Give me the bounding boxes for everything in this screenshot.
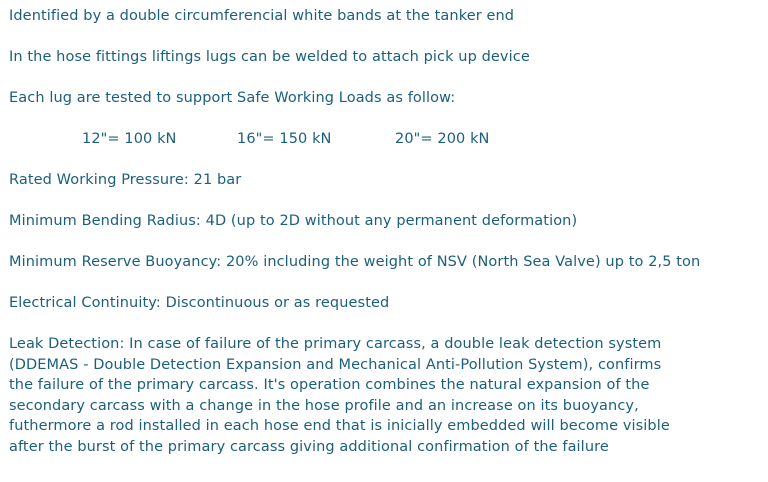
- spec-document: [9, 6, 759, 457]
- safe-working-loads-row: [9, 129, 759, 150]
- minimum-reserve-buoyancy-text: Minimum Reserve Buoyancy: 20% including the weight of NSV (North Sea Valve) up to 2,5 ton: [9, 254, 701, 270]
- identification-text: Identified by a double circumferencial white bands at the tanker end: [9, 8, 515, 24]
- load-20-inch: 20"= 200 kN: [395, 131, 490, 147]
- leak-detection-line: the failure of the primary carcass. It's operation combines the natural expansion of the: [9, 377, 650, 393]
- electrical-continuity-text: Electrical Continuity: Discontinuous or as requested: [9, 295, 390, 311]
- leak-detection-line: (DDEMAS - Double Detection Expansion and Mechanical Anti-Pollution System), confirms: [9, 356, 662, 373]
- spacer: [9, 273, 759, 294]
- leak-detection-line: after the burst of the primary carcass giving additional confirmation of the failure: [9, 438, 609, 455]
- rated-working-pressure-text: Rated Working Pressure: 21 bar: [9, 172, 242, 188]
- load-12-inch: 12"= 100 kN: [82, 131, 177, 147]
- spacer: [9, 314, 759, 335]
- spacer: [9, 191, 759, 212]
- leak-detection-paragraph: [9, 334, 759, 457]
- lifting-lugs-text: In the hose fittings liftings lugs can be welded to attach pick up device: [9, 49, 530, 65]
- spacer: [9, 68, 759, 89]
- minimum-bending-radius-text: Minimum Bending Radius: 4D (up to 2D without any permanent deformation): [9, 213, 578, 229]
- spacer: [9, 150, 759, 171]
- leak-detection-line: Leak Detection: In case of failure of the primary carcass, a double leak detection system: [9, 336, 662, 352]
- load-16-inch: 16"= 150 kN: [237, 131, 332, 147]
- spacer: [9, 109, 759, 130]
- leak-detection-line: futhermore a rod installed in each hose end that is inicially embedded will become visible: [9, 418, 670, 434]
- lug-test-intro-text: Each lug are tested to support Safe Working Loads as follow:: [9, 90, 456, 106]
- leak-detection-line: secondary carcass with a change in the hose profile and an increase on its buoyancy,: [9, 397, 639, 414]
- spacer: [9, 232, 759, 253]
- spacer: [9, 27, 759, 48]
